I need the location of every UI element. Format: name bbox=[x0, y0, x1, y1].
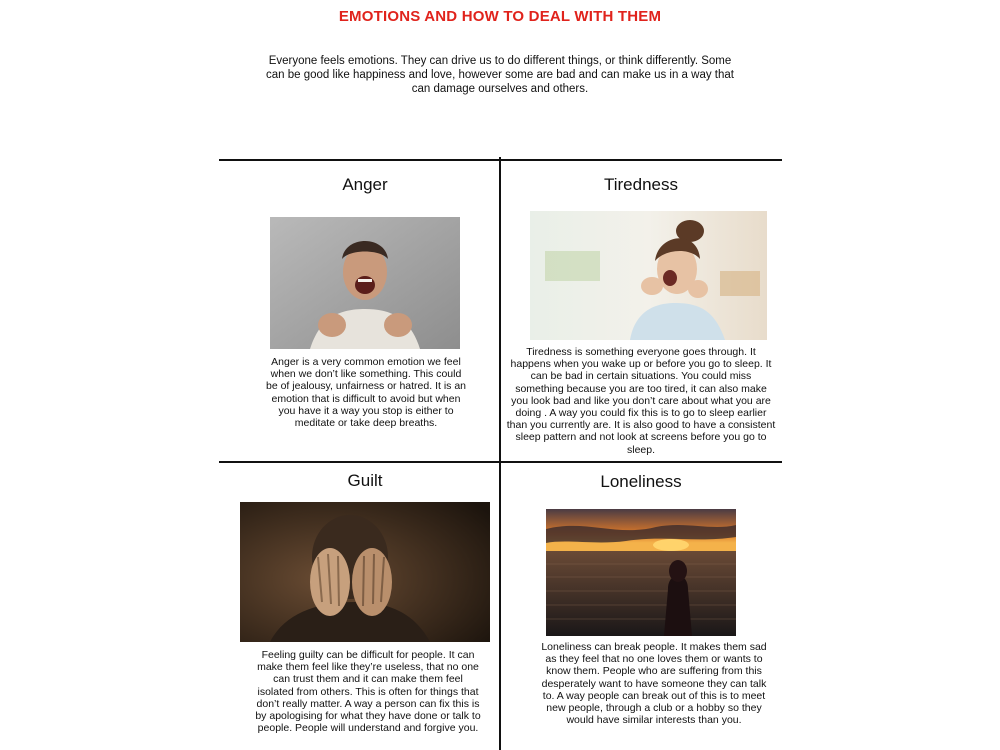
grid-vertical-divider bbox=[499, 157, 501, 750]
loneliness-heading: Loneliness bbox=[600, 472, 682, 491]
anger-description: Anger is a very common emotion we feel when we don’t like something. This could be of jealousy, unfairness or hatred. It is an emotion that is difficult to avoid but when you have it a way you stop is either to meditate or take deep breaths. bbox=[266, 356, 467, 430]
guilt-heading: Guilt bbox=[347, 471, 383, 490]
yawning-woman-photo bbox=[530, 211, 767, 340]
head-in-hands-photo bbox=[240, 502, 490, 642]
anger-heading: Anger bbox=[342, 175, 388, 194]
tiredness-heading: Tiredness bbox=[603, 175, 678, 194]
loneliness-description: Loneliness can break people. It makes them sad as they feel that no one loves them or wants to know them. People who are suffering from this desperately want to have someone they can talk to. A way people can break out of this is to meet new people, through a club or a hobby so they would have similar interests than you. bbox=[541, 641, 767, 727]
page-title: EMOTIONS AND HOW TO DEAL WITH THEM bbox=[338, 8, 662, 25]
angry-man-photo bbox=[270, 217, 460, 349]
intro-paragraph: Everyone feels emotions. They can drive us to do different things, or think differently. Some can be good like happiness and love, however some are bad and can make us in a way that can damage ourselves and others. bbox=[266, 55, 734, 95]
guilt-description: Feeling guilty can be difficult for people. It can make them feel like they’re useless, that no one can trust them and it can make them feel isolated from others. This is often for things that don’t really matter. A way a person can fix this is by apologising for what they have done or talk to people. People will understand and forgive you. bbox=[255, 649, 481, 735]
sunset-silhouette-photo bbox=[546, 509, 736, 636]
tiredness-description: Tiredness is something everyone goes through. It happens when you wake up or before you go to sleep. It can be bad in certain situations. You could miss something because you are too tired, it can also make you look bad and like you don’t care about what you are doing . A way you could fix this is to go to sleep earlier than you currently are. It is also good to have a consistent sleep pattern and not look at screens before you go to sleep. bbox=[506, 346, 776, 456]
